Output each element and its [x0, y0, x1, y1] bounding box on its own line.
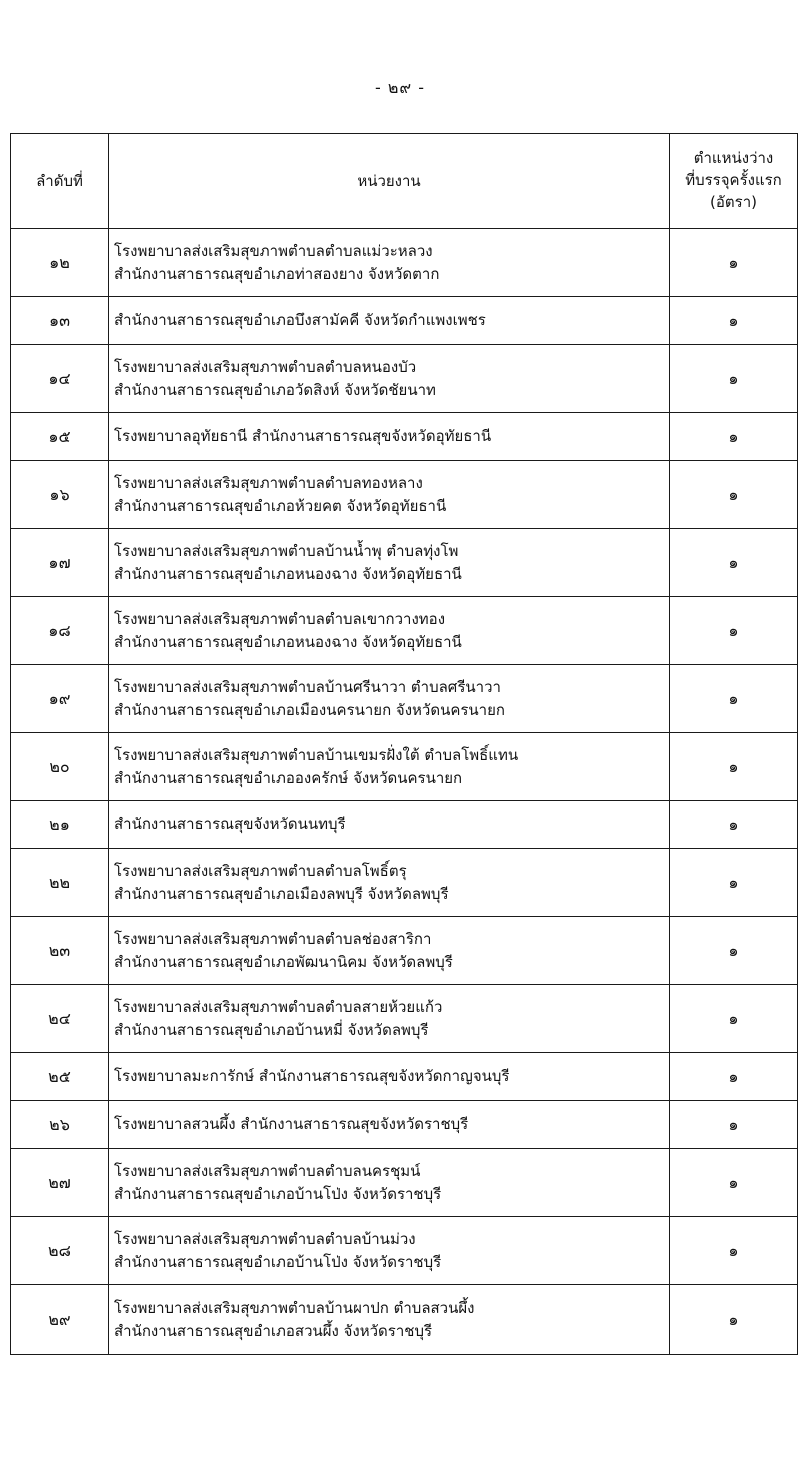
row-unit-line2: สำนักงานสาธารณสุขอำเภอบ้านโป่ง จังหวัดราชบุรี — [114, 1184, 442, 1203]
row-unit-line2: สำนักงานสาธารณสุขอำเภอพัฒนานิคม จังหวัดลพบุรี — [114, 952, 453, 971]
row-vacancy-count: ๑ — [670, 1053, 798, 1101]
table-row — [11, 665, 798, 733]
row-unit-line1: โรงพยาบาลส่งเสริมสุขภาพตำบลตำบลหนองบัว — [114, 358, 417, 376]
row-order-number: ๑๘ — [11, 597, 109, 665]
row-order-number: ๒๖ — [11, 1101, 109, 1149]
table-row — [11, 345, 798, 413]
row-vacancy-count: ๑ — [670, 297, 798, 345]
row-order-number: ๑๙ — [11, 665, 109, 733]
row-unit-line2: สำนักงานสาธารณสุขอำเภอเมืองนครนายก จังหวัดนครนายก — [114, 700, 505, 719]
row-unit-line1: โรงพยาบาลส่งเสริมสุขภาพตำบลบ้านน้ำพุ ตำบลทุ่งโพ — [114, 542, 459, 560]
row-vacancy-count: ๑ — [670, 529, 798, 597]
row-unit-line1: โรงพยาบาลส่งเสริมสุขภาพตำบลบ้านเขมรฝั่งใต้ ตำบลโพธิ์แทน — [114, 746, 519, 764]
row-unit-line2: สำนักงานสาธารณสุขอำเภอท่าสองยาง จังหวัดตาก — [114, 264, 440, 283]
row-vacancy-count: ๑ — [670, 461, 798, 529]
row-unit-line2: สำนักงานสาธารณสุขอำเภอบ้านโป่ง จังหวัดราชบุรี — [114, 1252, 442, 1271]
table-row — [11, 1217, 798, 1285]
row-order-number: ๑๖ — [11, 461, 109, 529]
vacancy-table — [10, 133, 798, 1355]
table-header-row — [11, 134, 798, 229]
row-unit-line1: โรงพยาบาลส่งเสริมสุขภาพตำบลตำบลแม่วะหลวง — [114, 242, 433, 260]
header-rate-line1: ตำแหน่งว่าง — [693, 149, 774, 168]
row-unit-line1: โรงพยาบาลมะการักษ์ สำนักงานสาธารณสุขจังหวัดกาญจนบุรี — [114, 1067, 510, 1086]
header-rate-line3: (อัตรา) — [710, 192, 757, 211]
row-vacancy-count: ๑ — [670, 849, 798, 917]
row-unit-line1: โรงพยาบาลส่งเสริมสุขภาพตำบลตำบลนครชุมน์ — [114, 1162, 421, 1180]
row-unit — [109, 849, 670, 917]
row-unit — [109, 1101, 670, 1149]
row-order-number: ๑๕ — [11, 413, 109, 461]
row-unit — [109, 1285, 670, 1355]
table-row — [11, 849, 798, 917]
table-row — [11, 1149, 798, 1217]
table-row — [11, 1101, 798, 1149]
row-unit-line2: สำนักงานสาธารณสุขอำเภอหนองฉาง จังหวัดอุทัยธานี — [114, 564, 462, 583]
row-unit-line1: โรงพยาบาลส่งเสริมสุขภาพตำบลตำบลสายห้วยแก้ว — [114, 998, 443, 1016]
row-order-number: ๑๔ — [11, 345, 109, 413]
row-order-number: ๒๐ — [11, 733, 109, 801]
header-rate-line2: ที่บรรจุครั้งแรก — [685, 171, 782, 190]
row-unit — [109, 229, 670, 297]
row-unit-line1: โรงพยาบาลอุทัยธานี สำนักงานสาธารณสุขจังหวัดอุทัยธานี — [114, 427, 492, 446]
row-unit — [109, 1217, 670, 1285]
table-row — [11, 461, 798, 529]
row-unit — [109, 1053, 670, 1101]
row-vacancy-count: ๑ — [670, 733, 798, 801]
row-order-number: ๒๙ — [11, 1285, 109, 1355]
table-row — [11, 597, 798, 665]
row-unit-line2: สำนักงานสาธารณสุขอำเภอบ้านหมี่ จังหวัดลพบุรี — [114, 1020, 429, 1039]
row-order-number: ๑๗ — [11, 529, 109, 597]
row-unit — [109, 917, 670, 985]
row-vacancy-count: ๑ — [670, 665, 798, 733]
row-vacancy-count: ๑ — [670, 413, 798, 461]
row-vacancy-count: ๑ — [670, 1101, 798, 1149]
row-unit-line1: สำนักงานสาธารณสุขอำเภอบึงสามัคคี จังหวัดกำแพงเพชร — [114, 311, 486, 330]
table-row — [11, 529, 798, 597]
row-order-number: ๒๒ — [11, 849, 109, 917]
row-unit-line1: สำนักงานสาธารณสุขจังหวัดนนทบุรี — [114, 815, 346, 834]
table-row — [11, 917, 798, 985]
row-vacancy-count: ๑ — [670, 345, 798, 413]
table-row — [11, 1053, 798, 1101]
row-unit-line1: โรงพยาบาลส่งเสริมสุขภาพตำบลบ้านผาปก ตำบลสวนผึ้ง — [114, 1299, 475, 1317]
table-row — [11, 985, 798, 1053]
row-order-number: ๒๔ — [11, 985, 109, 1053]
table-row — [11, 1285, 798, 1355]
row-unit-line1: โรงพยาบาลส่งเสริมสุขภาพตำบลตำบลโพธิ์ตรุ — [114, 862, 407, 880]
header-rate — [670, 134, 798, 229]
row-unit — [109, 345, 670, 413]
page-number: - ๒๙ - — [375, 78, 425, 97]
row-unit — [109, 733, 670, 801]
row-unit-line1: โรงพยาบาลส่งเสริมสุขภาพตำบลตำบลบ้านม่วง — [114, 1230, 416, 1248]
row-unit — [109, 461, 670, 529]
table-row — [11, 229, 798, 297]
row-order-number: ๑๒ — [11, 229, 109, 297]
row-order-number: ๒๑ — [11, 801, 109, 849]
row-unit-line2: สำนักงานสาธารณสุขอำเภอองครักษ์ จังหวัดนครนายก — [114, 768, 463, 787]
row-order-number: ๒๓ — [11, 917, 109, 985]
row-order-number: ๒๘ — [11, 1217, 109, 1285]
header-order: ลำดับที่ — [11, 134, 109, 229]
row-unit-line2: สำนักงานสาธารณสุขอำเภอหนองฉาง จังหวัดอุทัยธานี — [114, 632, 462, 651]
row-unit — [109, 1149, 670, 1217]
row-order-number: ๒๗ — [11, 1149, 109, 1217]
row-unit-line2: สำนักงานสาธารณสุขอำเภอวัดสิงห์ จังหวัดชัยนาท — [114, 380, 436, 399]
row-unit — [109, 413, 670, 461]
row-vacancy-count: ๑ — [670, 229, 798, 297]
table-row — [11, 413, 798, 461]
row-unit — [109, 801, 670, 849]
row-unit-line1: โรงพยาบาลส่งเสริมสุขภาพตำบลบ้านศรีนาวา ตำบลศรีนาวา — [114, 678, 501, 696]
row-order-number: ๒๕ — [11, 1053, 109, 1101]
row-vacancy-count: ๑ — [670, 801, 798, 849]
row-vacancy-count: ๑ — [670, 1217, 798, 1285]
row-unit-line1: โรงพยาบาลสวนผึ้ง สำนักงานสาธารณสุขจังหวัดราชบุรี — [114, 1115, 469, 1134]
row-vacancy-count: ๑ — [670, 985, 798, 1053]
table-row — [11, 297, 798, 345]
row-unit-line1: โรงพยาบาลส่งเสริมสุขภาพตำบลตำบลเขากวางทอง — [114, 610, 446, 628]
row-vacancy-count: ๑ — [670, 1285, 798, 1355]
row-unit — [109, 665, 670, 733]
row-unit — [109, 985, 670, 1053]
row-unit — [109, 529, 670, 597]
header-unit: หน่วยงาน — [109, 134, 670, 229]
table-row — [11, 733, 798, 801]
row-unit-line2: สำนักงานสาธารณสุขอำเภอเมืองลพบุรี จังหวัดลพบุรี — [114, 884, 449, 903]
row-vacancy-count: ๑ — [670, 1149, 798, 1217]
table-row — [11, 801, 798, 849]
row-unit-line1: โรงพยาบาลส่งเสริมสุขภาพตำบลตำบลช่องสาริกา — [114, 930, 432, 948]
table-body — [11, 229, 798, 1355]
row-unit-line2: สำนักงานสาธารณสุขอำเภอสวนผึ้ง จังหวัดราชบุรี — [114, 1321, 433, 1340]
row-unit-line1: โรงพยาบาลส่งเสริมสุขภาพตำบลตำบลทองหลาง — [114, 474, 423, 492]
row-vacancy-count: ๑ — [670, 917, 798, 985]
row-unit — [109, 597, 670, 665]
row-order-number: ๑๓ — [11, 297, 109, 345]
row-vacancy-count: ๑ — [670, 597, 798, 665]
row-unit-line2: สำนักงานสาธารณสุขอำเภอห้วยคต จังหวัดอุทัยธานี — [114, 496, 447, 515]
row-unit — [109, 297, 670, 345]
